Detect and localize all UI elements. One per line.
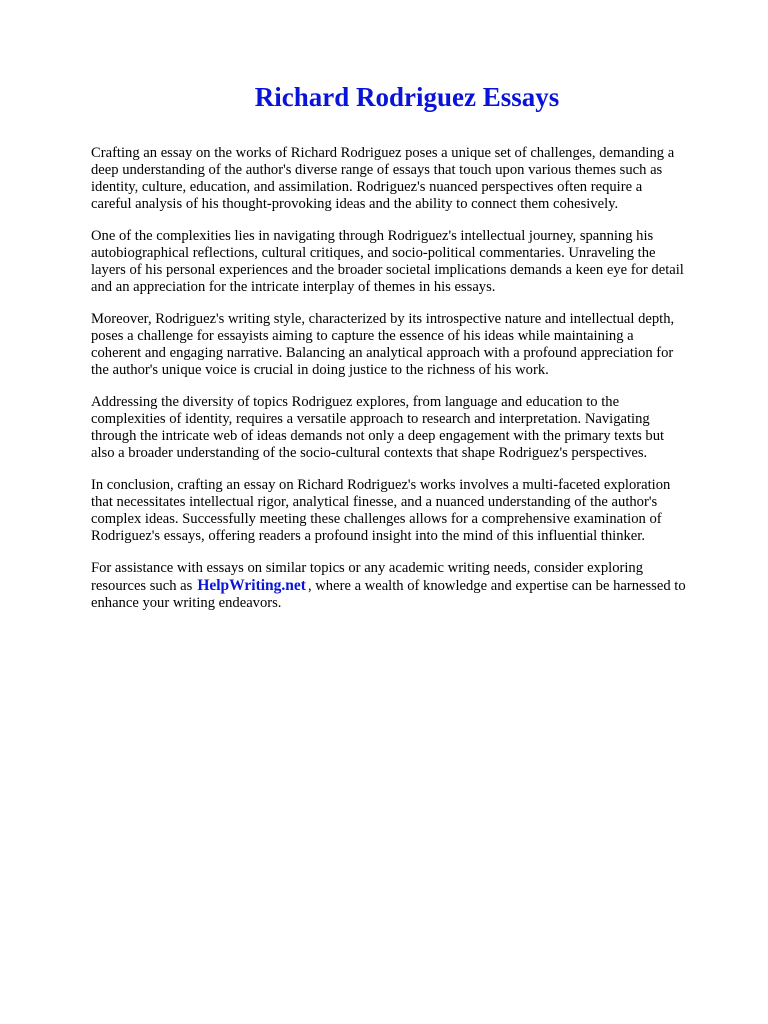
text-line: through the intricate web of ideas demands not only a deep engagement with the primary texts but (91, 428, 665, 444)
paragraph-1 (91, 145, 731, 213)
text-line: For assistance with essays on similar topics or any academic writing needs, consider exploring (91, 560, 643, 576)
text-line: layers of his personal experiences and the broader societal implications demands a keen eye for detail (91, 262, 684, 278)
text-line: Crafting an essay on the works of Richard Rodriguez poses a unique set of challenges, demanding a (91, 145, 675, 161)
paragraph-5 (91, 477, 731, 545)
paragraph-3 (91, 311, 731, 379)
paragraph-2 (91, 228, 731, 296)
page-title: Richard Rodriguez Essays (254, 82, 560, 112)
text-line: the author's unique voice is crucial in doing justice to the richness of his work. (91, 362, 549, 378)
text-segment: resources such as (91, 578, 193, 594)
text-line: poses a challenge for essayists aiming to capture the essence of his ideas while maintaining a (91, 328, 634, 344)
text-line: that necessitates intellectual rigor, analytical finesse, and a nuanced understanding of the author's (91, 494, 658, 510)
text-line: complexities of identity, requires a versatile approach to research and interpretation. Navigating (91, 411, 650, 427)
text-line: autobiographical reflections, cultural critiques, and socio-political commentaries. Unraveling the (91, 245, 656, 261)
text-line: also a broader understanding of the socio-cultural contexts that shape Rodriguez's perspectives. (91, 445, 648, 461)
text-line: careful analysis of his thought-provoking ideas and the ability to connect them cohesively. (91, 196, 619, 212)
text-line: Addressing the diversity of topics Rodriguez explores, from language and education to the (91, 394, 620, 410)
text-line: In conclusion, crafting an essay on Richard Rodriguez's works involves a multi-faceted exploration (91, 477, 671, 493)
text-segment: , where a wealth of knowledge and expertise can be harnessed to (307, 578, 686, 594)
text-line: Rodriguez's essays, offering readers a profound insight into the mind of this influential thinker. (91, 528, 645, 544)
text-line: coherent and engaging narrative. Balancing an analytical approach with a profound appreciation for (91, 345, 674, 361)
essay-body (91, 145, 731, 627)
text-line: One of the complexities lies in navigating through Rodriguez's intellectual journey, spanning his (91, 228, 654, 244)
text-line: Moreover, Rodriguez's writing style, characterized by its introspective nature and intellectual depth, (91, 311, 675, 327)
text-line: complex ideas. Successfully meeting these challenges allows for a comprehensive examination of (91, 511, 662, 527)
text-line: identity, culture, education, and assimilation. Rodriguez's nuanced perspectives often require a (91, 179, 643, 195)
paragraph-4 (91, 394, 731, 462)
text-line: enhance your writing endeavors. (91, 595, 282, 611)
text-line-with-link (91, 577, 731, 595)
text-line: deep understanding of the author's diverse range of essays that touch upon various themes such as (91, 162, 663, 178)
text-line: and an appreciation for the intricate interplay of themes in his essays. (91, 279, 496, 295)
helpwriting-link[interactable]: HelpWriting.net (197, 577, 306, 594)
paragraph-6 (91, 560, 731, 612)
